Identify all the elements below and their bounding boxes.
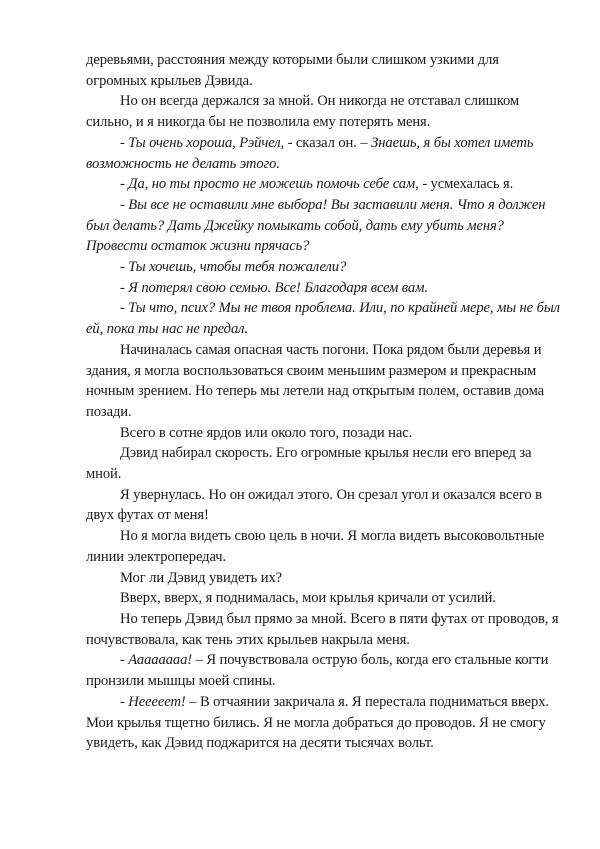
paragraph-p3: [86, 133, 560, 174]
paragraph-p12: [86, 485, 560, 526]
text-span: Вверх, вверх, я поднималась, мои крылья кричали от усилий.: [120, 590, 496, 607]
paragraph-p16: [86, 609, 560, 650]
paragraph-p2: [86, 91, 560, 132]
italic-text-span: - Ты очень хороша, Рэйчел,: [120, 134, 285, 151]
italic-text-span: - Да, но ты просто не можешь помочь себе сам,: [120, 176, 419, 193]
paragraph-p18: [86, 692, 560, 754]
italic-text-span: Знаешь, я бы хотел иметь возможность не делать этого.: [86, 134, 534, 172]
paragraph-p4: [86, 174, 560, 195]
italic-text-span: - Вы все не оставили мне выбора! Вы заставили меня. Что я должен был делать? Дать Джейку помыкать собой, дать ему убить меня? Провести остаток жизни прячась?: [86, 196, 546, 255]
text-span: – Я почувствовала острую боль, когда его стальные когти пронзили мышцы моей спины.: [86, 652, 549, 690]
text-span: Но теперь Дэвид был прямо за мной. Всего в пяти футах от проводов, я почувствовала, как тень этих крыльев накрыла меня.: [86, 610, 559, 648]
paragraph-p9: [86, 340, 560, 423]
italic-text-span: - Нееееет!: [120, 693, 186, 710]
paragraph-p15: [86, 588, 560, 609]
text-span: Мог ли Дэвид увидеть их?: [120, 569, 283, 586]
paragraph-p7: [86, 278, 560, 299]
text-span: - усмехалась я.: [418, 176, 514, 193]
text-span: Начиналась самая опасная часть погони. Пока рядом были деревья и здания, я могла воспользоваться своим меньшим размером и прекрасным ночным зрением. Но теперь мы летели над открытым полем, оставив дома позади.: [86, 341, 544, 420]
document-body: [86, 50, 560, 754]
text-span: - сказал он. –: [284, 134, 372, 151]
paragraph-p1: [86, 50, 560, 91]
text-span: деревьями, расстояния между которыми были слишком узкими для огромных крыльев Дэвида.: [86, 52, 499, 89]
paragraph-p5: [86, 195, 560, 257]
paragraph-p8: [86, 298, 560, 339]
paragraph-p11: [86, 443, 560, 484]
text-span: Но он всегда держался за мной. Он никогда не отставал слишком сильно, и я никогда бы не позволила ему потерять меня.: [86, 93, 520, 131]
italic-text-span: - Я потерял свою семью. Все! Благодаря всем вам.: [120, 279, 428, 296]
paragraph-p10: [86, 423, 560, 444]
paragraph-p6: [86, 257, 560, 278]
italic-text-span: - Аааааааа!: [120, 652, 193, 669]
italic-text-span: - Ты что, псих? Мы не твоя проблема. Или, по крайней мере, мы не был ей, пока ты нас не предал.: [86, 300, 560, 338]
paragraph-p14: [86, 568, 560, 589]
text-span: – В отчаянии закричала я. Я перестала подниматься вверх. Мои крылья тщетно бились. Я не могла добраться до проводов. Я не смогу увидеть, как Дэвид поджарится на десяти тысячах вольт.: [86, 693, 549, 752]
text-span: Всего в сотне ярдов или около того, позади нас.: [120, 424, 413, 441]
paragraph-p17: [86, 650, 560, 691]
text-span: Дэвид набирал скорость. Его огромные крылья несли его вперед за мной.: [86, 445, 532, 483]
text-span: Но я могла видеть свою цель в ночи. Я могла видеть высоковольтные линии электропередач.: [86, 528, 545, 565]
italic-text-span: - Ты хочешь, чтобы тебя пожалели?: [120, 259, 347, 276]
text-span: Я увернулась. Но он ожидал этого. Он срезал угол и оказался всего в двух футах от меня!: [86, 486, 542, 524]
paragraph-p13: [86, 526, 560, 567]
